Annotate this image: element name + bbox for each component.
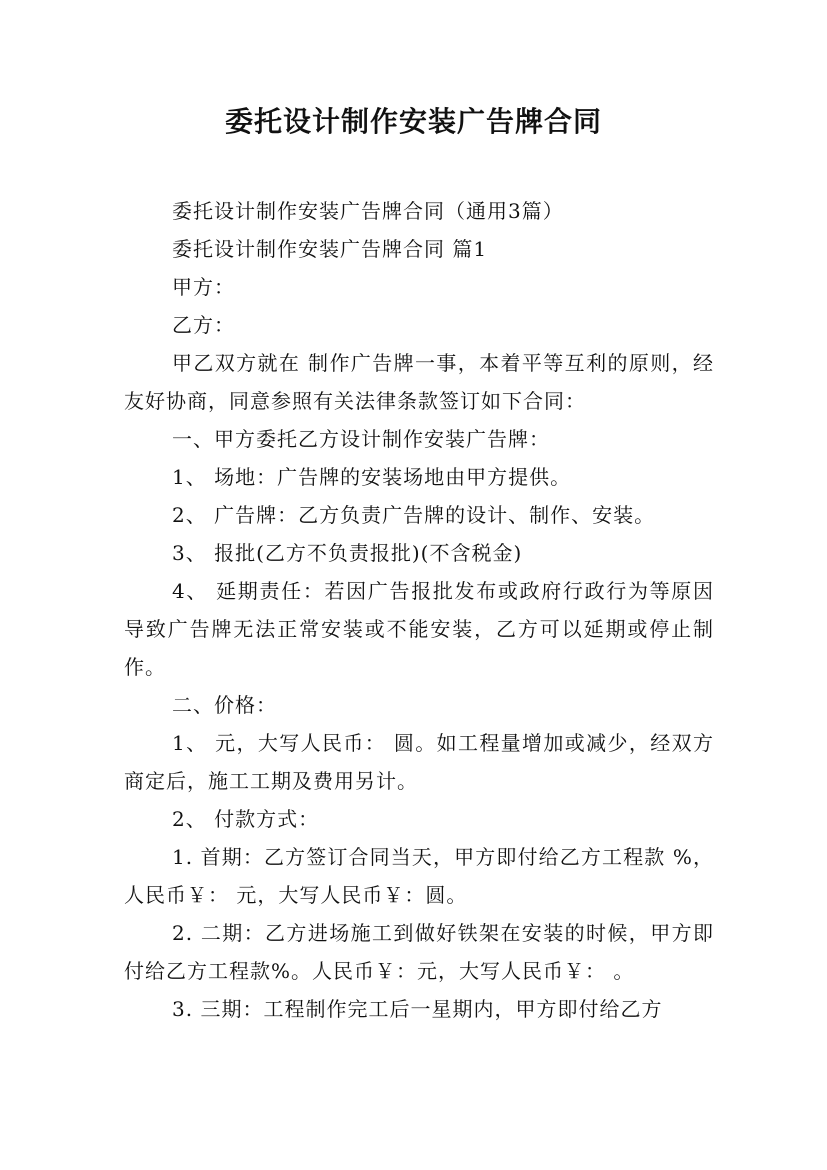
paragraph: 二、价格： <box>172 693 277 717</box>
paragraph: 3、 报批(乙方不负责报批)(不含税金) <box>172 541 523 565</box>
paragraph: 委托设计制作安装广告牌合同（通用3篇） <box>172 199 564 223</box>
paragraph: 4、 延期责任：若因广告报批发布或政府行政行为等原因导致广告牌无法正常安装或不能安装，乙方可以延期或停止制作。 <box>124 579 714 679</box>
paragraph: 3. 三期：工程制作完工后一星期内，甲方即付给乙方 <box>172 997 663 1021</box>
paragraph: 2、 付款方式： <box>172 807 320 831</box>
paragraph: 乙方： <box>172 313 235 337</box>
paragraph: 1. 首期：乙方签订合同当天，甲方即付给乙方工程款 %，人民币￥： 元，大写人民币￥：圆。 <box>124 845 714 907</box>
document-body <box>124 192 714 1028</box>
paragraph: 甲乙双方就在 制作广告牌一事，本着平等互利的原则，经友好协商，同意参照有关法律条款签订如下合同： <box>124 351 714 413</box>
paragraph: 2. 二期：乙方进场施工到做好铁架在安装的时候，甲方即付给乙方工程款%。人民币￥：元，大写人民币￥： 。 <box>124 921 714 983</box>
paragraph: 一、甲方委托乙方设计制作安装广告牌： <box>172 427 550 451</box>
document-title: 委托设计制作安装广告牌合同 <box>224 105 602 138</box>
paragraph: 2、 广告牌：乙方负责广告牌的设计、制作、安装。 <box>172 503 656 527</box>
paragraph: 1、 场地：广告牌的安装场地由甲方提供。 <box>172 465 572 489</box>
paragraph: 甲方： <box>172 275 235 299</box>
paragraph: 1、 元，大写人民币： 圆。如工程量增加或减少，经双方商定后，施工工期及费用另计。 <box>124 731 714 793</box>
paragraph: 委托设计制作安装广告牌合同 篇1 <box>172 237 488 261</box>
